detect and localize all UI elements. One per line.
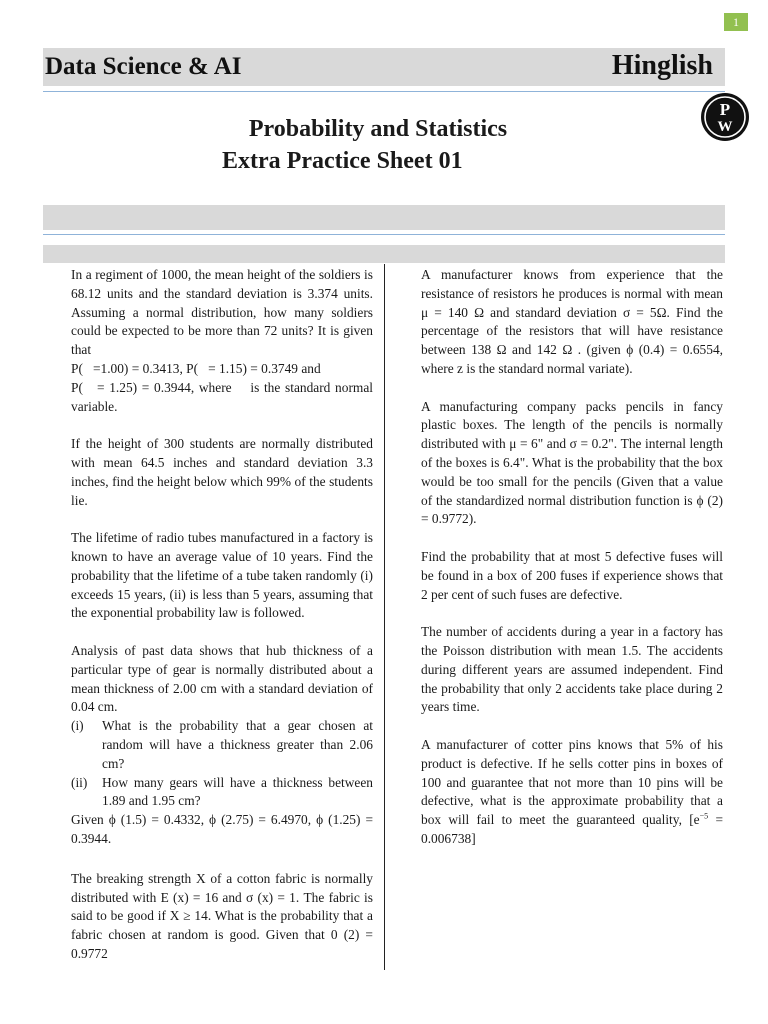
page-number-badge: 1 <box>724 13 748 31</box>
left-column <box>71 266 377 982</box>
question-6: A manufacturer knows from experience that the resistance of resistors he produces is normal with mean μ = 140 Ω and standard deviation σ = 5Ω. Find the percentage of the resistors that will have resistance between 138 Ω and 142 Ω . (given ϕ (0.4) = 0.6554, where z is the standard normal variate). <box>421 267 723 376</box>
column-divider <box>384 264 385 970</box>
question-10 <box>421 736 723 849</box>
svg-text:P: P <box>719 100 731 119</box>
part-ii-text: How many gears will have a thickness between 1.89 and 1.95 cm? <box>102 774 373 809</box>
question-10-exponent: −5 <box>699 811 709 821</box>
question-1-text: In a regiment of 1000, the mean height of the soldiers is 68.12 units and the standard deviation is 3.374 units. Assuming a normal distribution, how many soldiers could be expected to be more than 72 units? It is given that <box>71 267 373 358</box>
part-ii-label: (ii) <box>71 774 88 790</box>
question-4 <box>71 642 373 849</box>
header-rule <box>43 91 725 92</box>
question-4-text: Analysis of past data shows that hub thickness of a particular type of gear is normally distributed about a mean thickness of 2.00 cm with a standard deviation of 0.04 cm. <box>71 642 373 715</box>
svg-text:W: W <box>717 119 733 135</box>
question-4-part-ii <box>71 774 373 812</box>
question-4-given: Given ϕ (1.5) = 0.4332, ϕ (2.75) = 6.4970, ϕ (1.25) = 0.3944. <box>71 812 373 846</box>
language-label: Hinglish <box>611 50 713 81</box>
question-8: Find the probability that at most 5 defective fuses will be found in a box of 200 fuses if experience shows that 2 per cent of such fuses are defective. <box>421 548 723 602</box>
question-9: The number of accidents during a year in a factory has the Poisson distribution with mean 1.5. The accidents during different years are assumed independent. Find the probability that only 2 accidents take place during 2 years time. <box>421 624 723 715</box>
grey-band-top <box>43 205 725 230</box>
question-1 <box>71 266 377 416</box>
question-1-given-line-2: P( = 1.25) = 0.3944, where is the standard normal variable. <box>71 379 377 414</box>
question-4-part-i <box>71 717 373 773</box>
sheet-subtitle: Extra Practice Sheet 01 <box>222 148 463 174</box>
right-column <box>421 266 723 868</box>
question-5: The breaking strength X of a cotton fabric is normally distributed with E (x) = 16 and σ (x) = 1. The fabric is said to be good if X ≥ 14. What is the probability that a fabric chosen at random is good. Given that 0 (2) = 0.9772 <box>71 870 373 961</box>
question-7: A manufacturing company packs pencils in fancy plastic boxes. The length of the pencils is normally distributed with μ = 6" and σ = 0.2". The internal length of the boxes is 6.4". What is the probability that the box would be too small for the pencils (Given that a value of the standardized normal distribution function is ϕ (2) = 0.9772). <box>421 398 723 527</box>
question-10-tail: = 0.006738] <box>421 812 723 846</box>
course-title: Data Science & AI <box>45 53 242 80</box>
part-i-label: (i) <box>71 718 84 734</box>
question-1-given-line: P( =1.00) = 0.3413, P( = 1.15) = 0.3749 and <box>71 360 321 376</box>
part-i-text: What is the probability that a gear chosen at random will have a thickness greater than 2.06 cm? <box>102 718 373 771</box>
question-2: If the height of 300 students are normally distributed with mean 64.5 inches and standard deviation 3.3 inches, find the height below which 99% of the students lie. <box>71 436 373 508</box>
question-10-text: A manufacturer of cotter pins knows that 5% of his product is defective. If he sells cotter pins in boxes of 100 and guarantee that not more than 10 pins will be defective, what is the approximate probability that a box will fail to meet the guaranteed quality, [e <box>421 736 723 828</box>
grey-band-bottom <box>43 245 725 263</box>
section-rule <box>43 234 725 235</box>
sheet-title: Probability and Statistics <box>248 116 508 142</box>
question-3: The lifetime of radio tubes manufactured in a factory is known to have an average value of 10 years. Find the probability that the lifetime of a tube taken randomly (i) exceeds 15 years, (ii) is less than 5 years, assuming that the exponential probability law is followed. <box>71 530 373 621</box>
